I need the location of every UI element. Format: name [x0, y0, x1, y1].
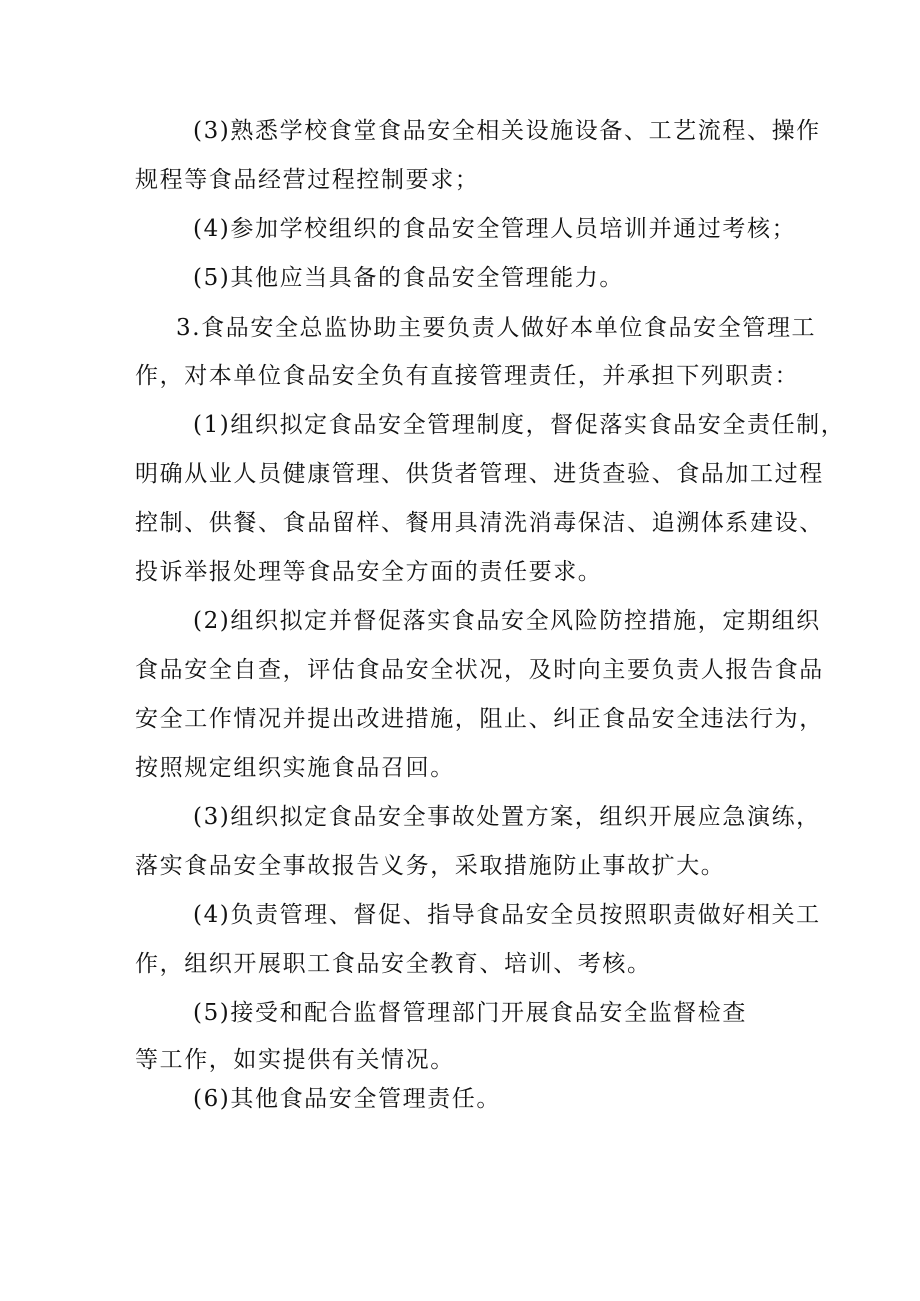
text-line: 作，组织开展职工食品安全教育、培训、考核。: [135, 951, 652, 977]
text-line: (4)负责管理、督促、指导食品安全员按照职责做好相关工: [193, 902, 821, 928]
text-line: (2)组织拟定并督促落实食品安全风险防控措施，定期组织: [193, 608, 821, 634]
text-line: (3)熟悉学校食堂食品安全相关设施设备、工艺流程、操作: [193, 118, 821, 144]
text-line: 安全工作情况并提出改进措施，阻止、纠正食品安全违法行为，: [135, 706, 824, 732]
text-line: 按照规定组织实施食品召回。: [135, 755, 455, 781]
text-line: 落实食品安全事故报告义务，采取措施防止事故扩大。: [135, 853, 726, 879]
text-line: (4)参加学校组织的食品安全管理人员培训并通过考核；: [193, 216, 797, 242]
text-line: (5)接受和配合监督管理部门开展食品安全监督检查: [193, 1000, 747, 1026]
text-line: (5)其他应当具备的食品安全管理能力。: [193, 265, 624, 291]
text-line: 明确从业人员健康管理、供货者管理、进货查验、食品加工过程: [135, 461, 824, 487]
text-line: 控制、供餐、食品留样、餐用具清洗消毒保洁、追溯体系建设、: [135, 510, 824, 536]
text-line: (6)其他食品安全管理责任。: [193, 1086, 501, 1112]
text-line: (1)组织拟定食品安全管理制度，督促落实食品安全责任制，: [193, 412, 846, 438]
text-line: 食品安全自查，评估食品安全状况，及时向主要负责人报告食品: [135, 657, 824, 683]
text-line: 投诉举报处理等食品安全方面的责任要求。: [135, 559, 603, 585]
text-line: 等工作，如实提供有关情况。: [135, 1047, 455, 1073]
text-line: (3)组织拟定食品安全事故处置方案，组织开展应急演练，: [193, 804, 821, 830]
text-line: 规程等食品经营过程控制要求；: [135, 167, 480, 193]
text-line: 作，对本单位食品安全负有直接管理责任，并承担下列职责：: [135, 363, 800, 389]
text-line: 3.食品安全总监协助主要负责人做好本单位食品安全管理工: [176, 315, 817, 341]
